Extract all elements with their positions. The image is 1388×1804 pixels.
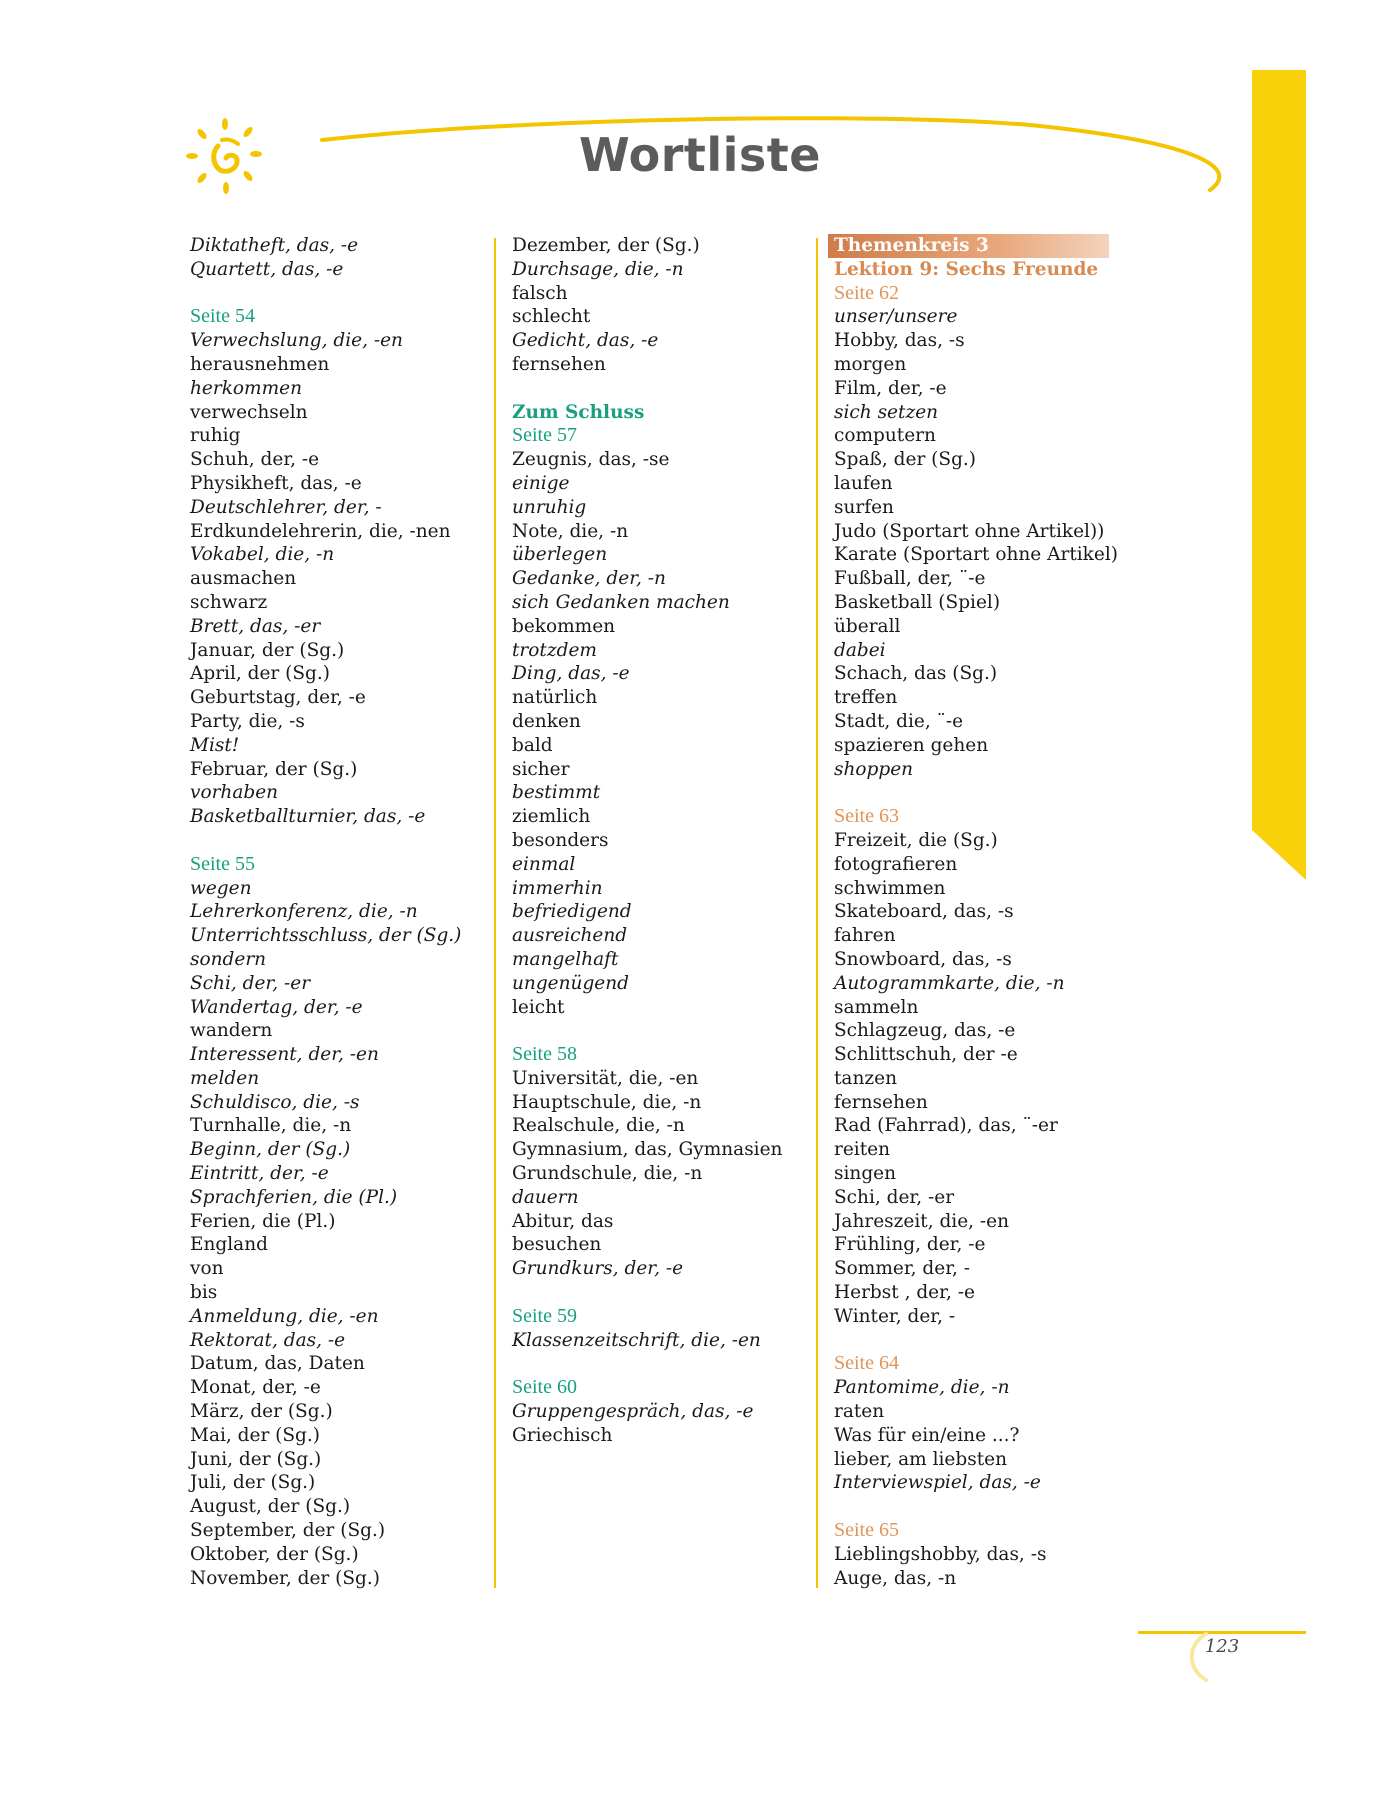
word-entry: morgen — [834, 353, 907, 375]
column-divider — [494, 238, 496, 1588]
word-entry: shoppen — [834, 758, 914, 780]
word-entry: Gruppengespräch, das, -e — [512, 1401, 754, 1423]
section-page-heading: Seite 55 — [190, 852, 255, 875]
word-entry: Stadt, die, ¨-e — [834, 710, 964, 732]
word-entry: Verwechslung, die, -en — [190, 330, 403, 352]
word-entry: Party, die, -s — [190, 710, 305, 732]
word-entry: computern — [834, 425, 936, 447]
word-entry: Deutschlehrer, der, - — [190, 496, 382, 518]
word-entry: Schi, der, -er — [834, 1186, 955, 1208]
word-entry: Jahreszeit, die, -en — [834, 1210, 1010, 1232]
word-entry: Januar, der (Sg.) — [190, 639, 345, 661]
word-entry: sammeln — [834, 996, 919, 1018]
word-entry: überlegen — [512, 544, 608, 566]
word-entry: Februar, der (Sg.) — [190, 758, 358, 780]
word-entry: verwechseln — [190, 401, 308, 423]
word-entry: Grundschule, die, -n — [512, 1163, 703, 1185]
word-entry: Freizeit, die (Sg.) — [834, 829, 998, 851]
word-entry: Beginn, der (Sg.) — [190, 1139, 351, 1161]
word-entry: November, der (Sg.) — [190, 1567, 380, 1589]
word-entry: einige — [512, 472, 570, 494]
word-entry: besonders — [512, 829, 609, 851]
word-entry: Gedanke, der, -n — [512, 568, 666, 590]
word-entry: Spaß, der (Sg.) — [834, 449, 977, 471]
word-entry: wandern — [190, 1020, 273, 1042]
word-entry: Realschule, die, -n — [512, 1115, 685, 1137]
word-column-3 — [834, 234, 1124, 1590]
word-entry: Gedicht, das, -e — [512, 330, 659, 352]
word-entry: fernsehen — [834, 1091, 928, 1113]
word-entry: Herbst , der, -e — [834, 1282, 975, 1304]
word-entry: dauern — [512, 1186, 579, 1208]
word-entry: Note, die, -n — [512, 520, 629, 542]
word-entry: Grundkurs, der, -e — [512, 1258, 684, 1280]
word-entry: unruhig — [512, 496, 587, 518]
word-entry: Unterrichtsschluss, der (Sg.) — [190, 925, 462, 947]
word-entry: reiten — [834, 1139, 891, 1161]
word-entry: Judo (Sportart ohne Artikel)) — [834, 520, 1105, 542]
word-entry: fahren — [834, 925, 896, 947]
word-entry: Durchsage, die, -n — [512, 258, 684, 280]
word-entry: Quartett, das, -e — [190, 258, 344, 280]
word-entry: August, der (Sg.) — [190, 1496, 351, 1518]
word-entry: sich setzen — [834, 401, 939, 423]
word-entry: Sprachferien, die (Pl.) — [190, 1186, 398, 1208]
word-entry: Rektorat, das, -e — [190, 1329, 346, 1351]
word-entry: schwarz — [190, 591, 268, 613]
word-entry: Auge, das, -n — [834, 1567, 957, 1589]
word-entry: Gymnasium, das, Gymnasien — [512, 1139, 783, 1161]
word-entry: Vokabel, die, -n — [190, 544, 335, 566]
word-entry: Turnhalle, die, -n — [190, 1115, 352, 1137]
word-entry: fernsehen — [512, 353, 606, 375]
word-entry: bis — [190, 1282, 218, 1304]
word-entry: Fußball, der, ¨-e — [834, 568, 986, 590]
word-entry: ausreichend — [512, 925, 628, 947]
word-entry: bald — [512, 734, 553, 756]
section-page-heading: Seite 57 — [512, 424, 577, 447]
spacer — [512, 1352, 802, 1376]
word-entry: herausnehmen — [190, 353, 330, 375]
word-entry: schwimmen — [834, 877, 946, 899]
section-page-heading: Seite 60 — [512, 1376, 577, 1399]
word-entry: Schach, das (Sg.) — [834, 663, 998, 685]
word-entry: lieber, am liebsten — [834, 1448, 1008, 1470]
word-column-2 — [512, 234, 802, 1448]
spacer — [190, 829, 480, 853]
word-entry: ausmachen — [190, 568, 297, 590]
word-entry: tanzen — [834, 1067, 897, 1089]
spacer — [512, 1281, 802, 1305]
word-entry: Zeugnis, das, -se — [512, 449, 670, 471]
word-entry: Schlagzeug, das, -e — [834, 1020, 1016, 1042]
section-page-heading: Seite 59 — [512, 1304, 577, 1327]
word-entry: befriedigend — [512, 901, 632, 923]
word-entry: spazieren gehen — [834, 734, 989, 756]
word-entry: immerhin — [512, 877, 603, 899]
word-entry: Datum, das, Daten — [190, 1353, 365, 1375]
word-entry: Dezember, der (Sg.) — [512, 235, 700, 256]
word-entry: Ferien, die (Pl.) — [190, 1210, 336, 1232]
word-entry: Monat, der, -e — [190, 1377, 321, 1399]
word-entry: Skateboard, das, -s — [834, 901, 1014, 923]
page-number: 123 — [1204, 1636, 1240, 1657]
section-page-heading: Seite 63 — [834, 805, 899, 828]
word-entry: Lehrerkonferenz, die, -n — [190, 901, 418, 923]
word-entry: April, der (Sg.) — [190, 663, 330, 685]
column-divider — [816, 238, 818, 1588]
word-entry: unser/unsere — [834, 306, 958, 328]
word-entry: Frühling, der, -e — [834, 1234, 986, 1256]
word-entry: Anmeldung, die, -en — [190, 1305, 379, 1327]
word-entry: trotzdem — [512, 639, 597, 661]
word-entry: Schuldisco, die, -s — [190, 1091, 360, 1113]
word-entry: Schlittschuh, der -e — [834, 1044, 1018, 1066]
section-heading: Zum Schluss — [512, 401, 645, 423]
word-entry: Erdkundelehrerin, die, -nen — [190, 520, 451, 542]
word-entry: Autogrammkarte, die, -n — [834, 972, 1065, 994]
word-entry: Brett, das, -er — [190, 615, 321, 637]
section-page-heading: Seite 54 — [190, 305, 255, 328]
word-entry: besuchen — [512, 1234, 602, 1256]
word-entry: Schi, der, -er — [190, 972, 311, 994]
section-page-heading: Seite 58 — [512, 1043, 577, 1066]
word-entry: Schuh, der, -e — [190, 449, 320, 471]
word-entry: Interessent, der, -en — [190, 1044, 379, 1066]
spacer — [834, 1329, 1124, 1353]
section-page-heading: Seite 62 — [834, 281, 899, 304]
spacer — [834, 1495, 1124, 1519]
word-entry: Mist! — [190, 734, 240, 756]
word-entry: Geburtstag, der, -e — [190, 687, 366, 709]
spacer — [834, 781, 1124, 805]
theme-band-heading: Themenkreis 3 — [828, 234, 1109, 258]
word-entry: Juli, der (Sg.) — [190, 1472, 316, 1494]
word-entry: überall — [834, 615, 901, 637]
word-entry: Juni, der (Sg.) — [190, 1448, 322, 1470]
word-entry: Film, der, -e — [834, 377, 947, 399]
spacer — [512, 377, 802, 401]
page-title: Wortliste — [579, 128, 821, 182]
word-entry: Karate (Sportart ohne Artikel) — [834, 544, 1118, 566]
word-entry: laufen — [834, 472, 893, 494]
word-entry: herkommen — [190, 377, 303, 399]
word-entry: Pantomime, die, -n — [834, 1377, 1010, 1399]
word-entry: Sommer, der, - — [834, 1258, 971, 1280]
spacer — [512, 1019, 802, 1043]
word-entry: von — [190, 1258, 224, 1280]
word-entry: Physikheft, das, -e — [190, 472, 362, 494]
word-entry: vorhaben — [190, 782, 279, 804]
sun-logo-icon — [182, 118, 272, 198]
word-entry: treffen — [834, 687, 898, 709]
word-entry: Winter, der, - — [834, 1305, 956, 1327]
word-entry: leicht — [512, 996, 565, 1018]
word-entry: schlecht — [512, 306, 591, 328]
word-column-1 — [190, 234, 480, 1590]
word-entry: bestimmt — [512, 782, 601, 804]
word-entry: ruhig — [190, 425, 241, 447]
word-entry: singen — [834, 1163, 897, 1185]
word-entry: sich Gedanken machen — [512, 591, 730, 613]
word-entry: Universität, die, -en — [512, 1067, 699, 1089]
section-heading: Lektion 9: Sechs Freunde — [834, 258, 1099, 280]
side-tab-decoration — [1252, 70, 1306, 880]
word-entry: Wandertag, der, -e — [190, 996, 363, 1018]
word-entry: Klassenzeitschrift, die, -en — [512, 1329, 761, 1351]
word-entry: bekommen — [512, 615, 616, 637]
word-entry: Snowboard, das, -s — [834, 948, 1012, 970]
word-entry: Interviewspiel, das, -e — [834, 1472, 1041, 1494]
word-entry: Hauptschule, die, -n — [512, 1091, 702, 1113]
word-entry: Diktatheft, das, -e — [190, 235, 359, 256]
word-entry: fotografieren — [834, 853, 958, 875]
word-entry: denken — [512, 710, 581, 732]
word-entry: Basketballturnier, das, -e — [190, 806, 426, 828]
word-entry: ungenügend — [512, 972, 629, 994]
word-entry: natürlich — [512, 687, 598, 709]
word-entry: England — [190, 1234, 268, 1256]
word-entry: sicher — [512, 758, 570, 780]
word-entry: März, der (Sg.) — [190, 1401, 333, 1423]
word-entry: Lieblingshobby, das, -s — [834, 1543, 1047, 1565]
word-entry: ziemlich — [512, 806, 591, 828]
word-entry: einmal — [512, 853, 576, 875]
word-entry: dabei — [834, 639, 886, 661]
word-entry: Basketball (Spiel) — [834, 591, 1001, 613]
word-entry: Mai, der (Sg.) — [190, 1424, 320, 1446]
word-entry: Eintritt, der, -e — [190, 1163, 329, 1185]
word-entry: sondern — [190, 948, 267, 970]
word-entry: Oktober, der (Sg.) — [190, 1543, 359, 1565]
word-entry: Rad (Fahrrad), das, ¨-er — [834, 1115, 1058, 1137]
section-page-heading: Seite 65 — [834, 1519, 899, 1542]
word-entry: Ding, das, -e — [512, 663, 630, 685]
word-entry: melden — [190, 1067, 260, 1089]
word-entry: wegen — [190, 877, 252, 899]
word-entry: Hobby, das, -s — [834, 330, 965, 352]
section-page-heading: Seite 64 — [834, 1352, 899, 1375]
word-entry: Abitur, das — [512, 1210, 614, 1232]
word-entry: September, der (Sg.) — [190, 1520, 386, 1542]
word-entry: falsch — [512, 282, 568, 304]
word-entry: Was für ein/eine ...? — [834, 1424, 1020, 1446]
word-entry: surfen — [834, 496, 894, 518]
word-entry: raten — [834, 1401, 885, 1423]
word-entry: mangelhaft — [512, 948, 619, 970]
word-entry: Griechisch — [512, 1424, 613, 1446]
spacer — [190, 282, 480, 306]
